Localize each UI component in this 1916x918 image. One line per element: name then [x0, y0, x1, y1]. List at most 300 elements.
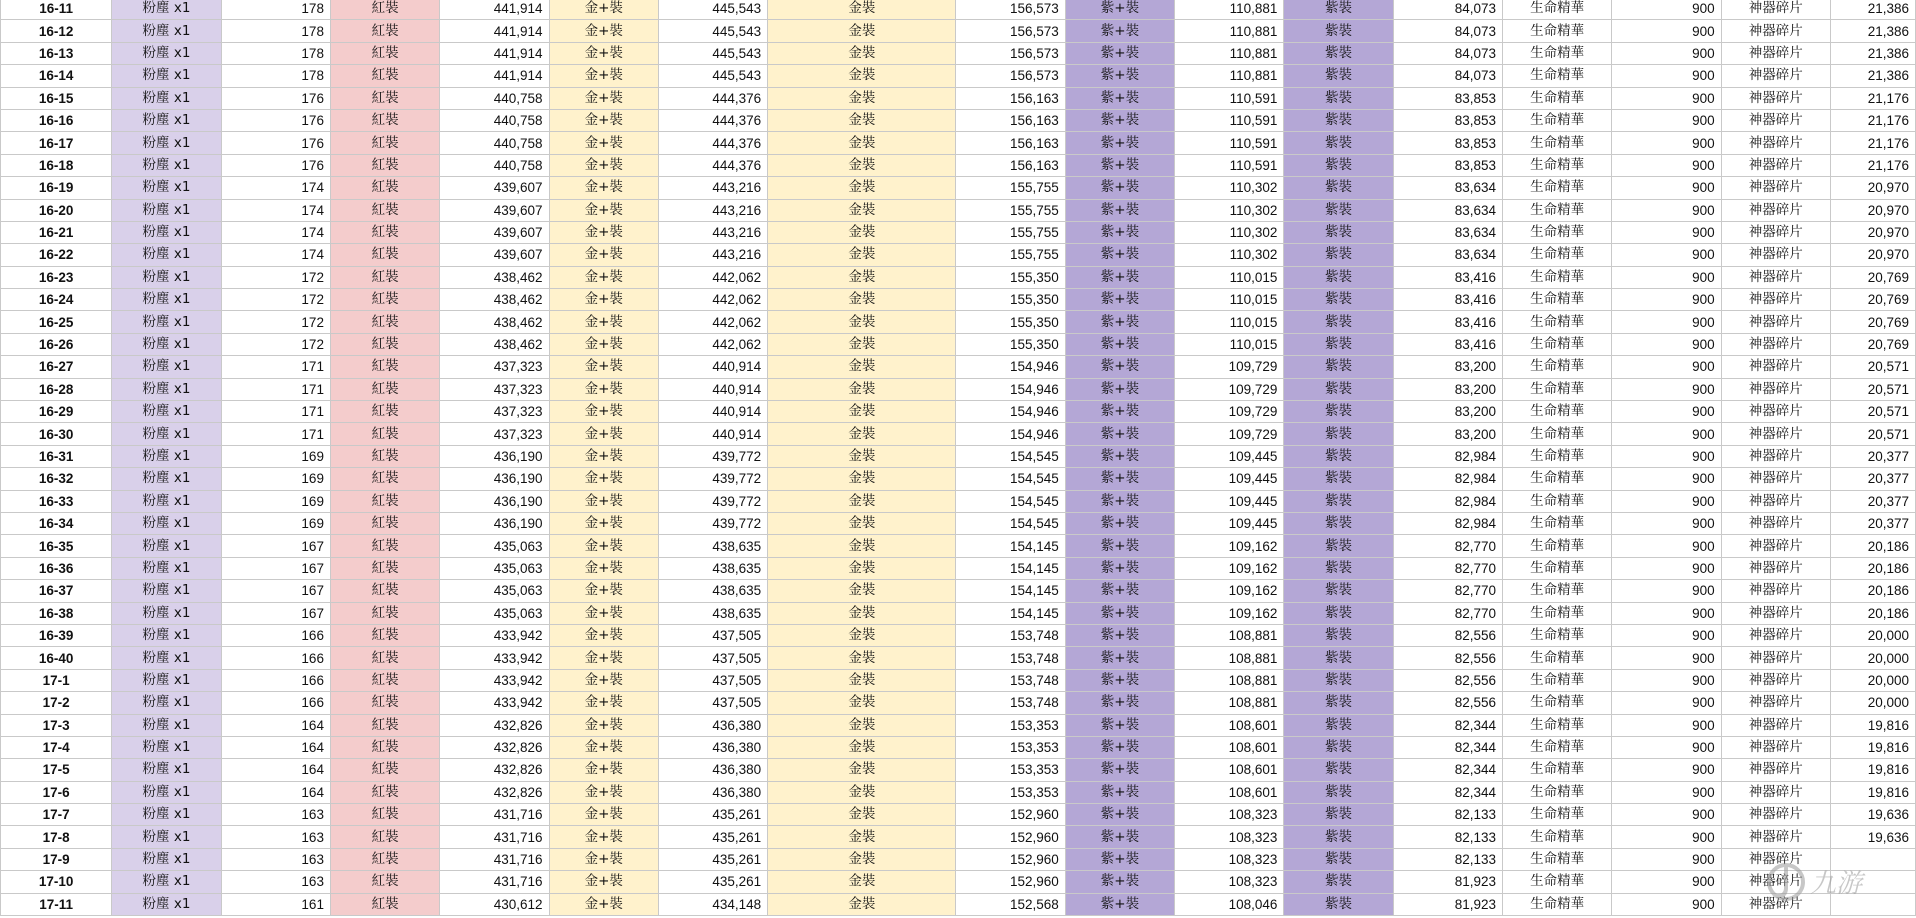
red-gear-cell[interactable]: 紅裝 — [330, 535, 439, 557]
value-cell[interactable]: 432,826 — [440, 781, 549, 803]
value-cell[interactable]: 153,353 — [956, 714, 1065, 736]
gold-gear-cell[interactable]: 金裝 — [768, 602, 956, 624]
life-essence-cell[interactable]: 生命精華 — [1503, 378, 1612, 400]
gold-plus-gear-cell[interactable]: 金+裝 — [549, 580, 658, 602]
stage-cell[interactable]: 16-39 — [1, 624, 112, 646]
life-essence-cell[interactable]: 生命精華 — [1503, 759, 1612, 781]
stage-cell[interactable]: 16-31 — [1, 445, 112, 467]
dust-reward-cell[interactable]: 粉塵 x1 — [112, 311, 221, 333]
value-cell[interactable]: 900 — [1612, 692, 1721, 714]
life-essence-cell[interactable]: 生命精華 — [1503, 804, 1612, 826]
value-cell[interactable]: 437,505 — [658, 669, 767, 691]
red-gear-cell[interactable]: 紅裝 — [330, 244, 439, 266]
gold-gear-cell[interactable]: 金裝 — [768, 893, 956, 915]
stage-cell[interactable]: 16-23 — [1, 266, 112, 288]
gold-plus-gear-cell[interactable]: 金+裝 — [549, 356, 658, 378]
value-cell[interactable]: 900 — [1612, 669, 1721, 691]
red-gear-cell[interactable]: 紅裝 — [330, 736, 439, 758]
dust-reward-cell[interactable]: 粉塵 x1 — [112, 669, 221, 691]
value-cell[interactable]: 435,261 — [658, 826, 767, 848]
gold-plus-gear-cell[interactable]: 金+裝 — [549, 535, 658, 557]
gold-plus-gear-cell[interactable]: 金+裝 — [549, 714, 658, 736]
purple-plus-gear-cell[interactable]: 紫+裝 — [1065, 826, 1174, 848]
artifact-shard-cell[interactable]: 神器碎片 — [1721, 804, 1830, 826]
value-cell[interactable]: 20,377 — [1830, 512, 1915, 534]
artifact-shard-cell[interactable]: 神器碎片 — [1721, 65, 1830, 87]
value-cell[interactable]: 439,607 — [440, 221, 549, 243]
gold-plus-gear-cell[interactable]: 金+裝 — [549, 42, 658, 64]
gold-gear-cell[interactable]: 金裝 — [768, 356, 956, 378]
gold-gear-cell[interactable]: 金裝 — [768, 624, 956, 646]
value-cell[interactable]: 440,914 — [658, 401, 767, 423]
artifact-shard-cell[interactable]: 神器碎片 — [1721, 714, 1830, 736]
value-cell[interactable]: 108,601 — [1175, 781, 1284, 803]
value-cell[interactable]: 443,216 — [658, 221, 767, 243]
value-cell[interactable]: 174 — [221, 177, 330, 199]
gold-plus-gear-cell[interactable]: 金+裝 — [549, 266, 658, 288]
value-cell[interactable]: 108,881 — [1175, 669, 1284, 691]
red-gear-cell[interactable]: 紅裝 — [330, 356, 439, 378]
value-cell[interactable]: 900 — [1612, 624, 1721, 646]
gold-gear-cell[interactable]: 金裝 — [768, 468, 956, 490]
purple-plus-gear-cell[interactable]: 紫+裝 — [1065, 580, 1174, 602]
value-cell[interactable]: 439,772 — [658, 490, 767, 512]
dust-reward-cell[interactable]: 粉塵 x1 — [112, 468, 221, 490]
dust-reward-cell[interactable]: 粉塵 x1 — [112, 490, 221, 512]
life-essence-cell[interactable]: 生命精華 — [1503, 423, 1612, 445]
life-essence-cell[interactable]: 生命精華 — [1503, 109, 1612, 131]
value-cell[interactable]: 108,601 — [1175, 714, 1284, 736]
value-cell[interactable]: 900 — [1612, 244, 1721, 266]
stage-cell[interactable]: 16-27 — [1, 356, 112, 378]
value-cell[interactable]: 900 — [1612, 177, 1721, 199]
life-essence-cell[interactable]: 生命精華 — [1503, 871, 1612, 893]
value-cell[interactable]: 84,073 — [1393, 0, 1502, 20]
value-cell[interactable]: 156,163 — [956, 109, 1065, 131]
red-gear-cell[interactable]: 紅裝 — [330, 580, 439, 602]
life-essence-cell[interactable]: 生命精華 — [1503, 490, 1612, 512]
value-cell[interactable]: 434,148 — [658, 893, 767, 915]
value-cell[interactable]: 156,573 — [956, 42, 1065, 64]
purple-plus-gear-cell[interactable]: 紫+裝 — [1065, 468, 1174, 490]
gold-plus-gear-cell[interactable]: 金+裝 — [549, 378, 658, 400]
purple-gear-cell[interactable]: 紫裝 — [1284, 736, 1393, 758]
stage-cell[interactable]: 16-12 — [1, 20, 112, 42]
value-cell[interactable]: 108,323 — [1175, 871, 1284, 893]
value-cell[interactable]: 156,573 — [956, 65, 1065, 87]
artifact-shard-cell[interactable]: 神器碎片 — [1721, 736, 1830, 758]
value-cell[interactable]: 110,591 — [1175, 87, 1284, 109]
purple-plus-gear-cell[interactable]: 紫+裝 — [1065, 423, 1174, 445]
purple-gear-cell[interactable]: 紫裝 — [1284, 714, 1393, 736]
value-cell[interactable]: 178 — [221, 0, 330, 20]
value-cell[interactable]: 440,758 — [440, 109, 549, 131]
life-essence-cell[interactable]: 生命精華 — [1503, 781, 1612, 803]
value-cell[interactable]: 156,163 — [956, 87, 1065, 109]
value-cell[interactable]: 156,163 — [956, 154, 1065, 176]
value-cell[interactable]: 440,758 — [440, 154, 549, 176]
dust-reward-cell[interactable]: 粉塵 x1 — [112, 65, 221, 87]
purple-plus-gear-cell[interactable]: 紫+裝 — [1065, 490, 1174, 512]
value-cell[interactable]: 154,946 — [956, 378, 1065, 400]
stage-cell[interactable]: 17-7 — [1, 804, 112, 826]
value-cell[interactable]: 442,062 — [658, 311, 767, 333]
value-cell[interactable]: 19,816 — [1830, 781, 1915, 803]
value-cell[interactable]: 436,190 — [440, 512, 549, 534]
red-gear-cell[interactable]: 紅裝 — [330, 401, 439, 423]
stage-cell[interactable]: 16-22 — [1, 244, 112, 266]
value-cell[interactable]: 21,176 — [1830, 154, 1915, 176]
value-cell[interactable]: 433,942 — [440, 692, 549, 714]
gold-gear-cell[interactable]: 金裝 — [768, 759, 956, 781]
value-cell[interactable]: 900 — [1612, 87, 1721, 109]
value-cell[interactable]: 20,186 — [1830, 557, 1915, 579]
red-gear-cell[interactable]: 紅裝 — [330, 669, 439, 691]
value-cell[interactable]: 154,145 — [956, 557, 1065, 579]
value-cell[interactable]: 442,062 — [658, 333, 767, 355]
life-essence-cell[interactable]: 生命精華 — [1503, 468, 1612, 490]
stage-cell[interactable]: 17-1 — [1, 669, 112, 691]
purple-plus-gear-cell[interactable]: 紫+裝 — [1065, 669, 1174, 691]
value-cell[interactable]: 435,063 — [440, 580, 549, 602]
purple-plus-gear-cell[interactable]: 紫+裝 — [1065, 199, 1174, 221]
value-cell[interactable]: 153,748 — [956, 669, 1065, 691]
value-cell[interactable]: 153,748 — [956, 624, 1065, 646]
value-cell[interactable]: 442,062 — [658, 289, 767, 311]
value-cell[interactable]: 83,634 — [1393, 199, 1502, 221]
value-cell[interactable]: 108,323 — [1175, 826, 1284, 848]
value-cell[interactable]: 110,015 — [1175, 289, 1284, 311]
value-cell[interactable]: 432,826 — [440, 736, 549, 758]
gold-plus-gear-cell[interactable]: 金+裝 — [549, 468, 658, 490]
gold-plus-gear-cell[interactable]: 金+裝 — [549, 848, 658, 870]
gold-gear-cell[interactable]: 金裝 — [768, 781, 956, 803]
artifact-shard-cell[interactable]: 神器碎片 — [1721, 490, 1830, 512]
value-cell[interactable]: 154,545 — [956, 512, 1065, 534]
value-cell[interactable]: 178 — [221, 65, 330, 87]
value-cell[interactable]: 900 — [1612, 423, 1721, 445]
purple-gear-cell[interactable]: 紫裝 — [1284, 311, 1393, 333]
dust-reward-cell[interactable]: 粉塵 x1 — [112, 132, 221, 154]
red-gear-cell[interactable]: 紅裝 — [330, 266, 439, 288]
value-cell[interactable]: 21,386 — [1830, 65, 1915, 87]
purple-plus-gear-cell[interactable]: 紫+裝 — [1065, 20, 1174, 42]
red-gear-cell[interactable]: 紅裝 — [330, 87, 439, 109]
stage-cell[interactable]: 16-30 — [1, 423, 112, 445]
life-essence-cell[interactable]: 生命精華 — [1503, 266, 1612, 288]
purple-gear-cell[interactable]: 紫裝 — [1284, 490, 1393, 512]
artifact-shard-cell[interactable]: 神器碎片 — [1721, 781, 1830, 803]
value-cell[interactable]: 83,853 — [1393, 109, 1502, 131]
value-cell[interactable]: 20,186 — [1830, 580, 1915, 602]
value-cell[interactable]: 110,015 — [1175, 311, 1284, 333]
artifact-shard-cell[interactable]: 神器碎片 — [1721, 401, 1830, 423]
value-cell[interactable]: 439,607 — [440, 199, 549, 221]
gold-gear-cell[interactable]: 金裝 — [768, 266, 956, 288]
value-cell[interactable]: 152,960 — [956, 826, 1065, 848]
value-cell[interactable]: 445,543 — [658, 0, 767, 20]
value-cell[interactable]: 900 — [1612, 804, 1721, 826]
value-cell[interactable]: 433,942 — [440, 647, 549, 669]
purple-plus-gear-cell[interactable]: 紫+裝 — [1065, 311, 1174, 333]
gold-gear-cell[interactable]: 金裝 — [768, 647, 956, 669]
life-essence-cell[interactable]: 生命精華 — [1503, 535, 1612, 557]
artifact-shard-cell[interactable]: 神器碎片 — [1721, 109, 1830, 131]
value-cell[interactable]: 439,607 — [440, 244, 549, 266]
purple-plus-gear-cell[interactable]: 紫+裝 — [1065, 647, 1174, 669]
red-gear-cell[interactable]: 紅裝 — [330, 177, 439, 199]
value-cell[interactable]: 155,350 — [956, 289, 1065, 311]
dust-reward-cell[interactable]: 粉塵 x1 — [112, 647, 221, 669]
artifact-shard-cell[interactable]: 神器碎片 — [1721, 221, 1830, 243]
value-cell[interactable]: 900 — [1612, 401, 1721, 423]
value-cell[interactable]: 108,323 — [1175, 804, 1284, 826]
value-cell[interactable]: 110,881 — [1175, 65, 1284, 87]
value-cell[interactable]: 900 — [1612, 378, 1721, 400]
value-cell[interactable]: 82,770 — [1393, 535, 1502, 557]
value-cell[interactable]: 164 — [221, 736, 330, 758]
gold-gear-cell[interactable]: 金裝 — [768, 871, 956, 893]
value-cell[interactable]: 163 — [221, 871, 330, 893]
value-cell[interactable]: 110,302 — [1175, 177, 1284, 199]
value-cell[interactable]: 900 — [1612, 199, 1721, 221]
value-cell[interactable]: 438,462 — [440, 266, 549, 288]
red-gear-cell[interactable]: 紅裝 — [330, 20, 439, 42]
dust-reward-cell[interactable]: 粉塵 x1 — [112, 893, 221, 915]
purple-plus-gear-cell[interactable]: 紫+裝 — [1065, 445, 1174, 467]
value-cell[interactable]: 900 — [1612, 647, 1721, 669]
life-essence-cell[interactable]: 生命精華 — [1503, 154, 1612, 176]
artifact-shard-cell[interactable]: 神器碎片 — [1721, 266, 1830, 288]
stage-cell[interactable]: 17-3 — [1, 714, 112, 736]
value-cell[interactable]: 20,000 — [1830, 647, 1915, 669]
value-cell[interactable]: 20,000 — [1830, 692, 1915, 714]
red-gear-cell[interactable]: 紅裝 — [330, 512, 439, 534]
value-cell[interactable]: 20,377 — [1830, 445, 1915, 467]
artifact-shard-cell[interactable]: 神器碎片 — [1721, 826, 1830, 848]
value-cell[interactable]: 900 — [1612, 0, 1721, 20]
gold-gear-cell[interactable]: 金裝 — [768, 0, 956, 20]
gold-plus-gear-cell[interactable]: 金+裝 — [549, 557, 658, 579]
value-cell[interactable]: 110,302 — [1175, 221, 1284, 243]
value-cell[interactable]: 166 — [221, 669, 330, 691]
gold-plus-gear-cell[interactable]: 金+裝 — [549, 401, 658, 423]
gold-plus-gear-cell[interactable]: 金+裝 — [549, 445, 658, 467]
stage-cell[interactable]: 17-11 — [1, 893, 112, 915]
value-cell[interactable]: 108,881 — [1175, 647, 1284, 669]
life-essence-cell[interactable]: 生命精華 — [1503, 647, 1612, 669]
value-cell[interactable]: 438,635 — [658, 580, 767, 602]
purple-plus-gear-cell[interactable]: 紫+裝 — [1065, 759, 1174, 781]
value-cell[interactable]: 84,073 — [1393, 42, 1502, 64]
value-cell[interactable]: 166 — [221, 624, 330, 646]
value-cell[interactable]: 20,571 — [1830, 423, 1915, 445]
dust-reward-cell[interactable]: 粉塵 x1 — [112, 423, 221, 445]
value-cell[interactable]: 82,984 — [1393, 445, 1502, 467]
stage-cell[interactable]: 17-2 — [1, 692, 112, 714]
value-cell[interactable]: 178 — [221, 42, 330, 64]
value-cell[interactable]: 900 — [1612, 311, 1721, 333]
life-essence-cell[interactable]: 生命精華 — [1503, 289, 1612, 311]
value-cell[interactable]: 155,350 — [956, 266, 1065, 288]
dust-reward-cell[interactable]: 粉塵 x1 — [112, 289, 221, 311]
gold-plus-gear-cell[interactable]: 金+裝 — [549, 490, 658, 512]
value-cell[interactable]: 174 — [221, 244, 330, 266]
value-cell[interactable]: 20,377 — [1830, 468, 1915, 490]
value-cell[interactable]: 437,323 — [440, 401, 549, 423]
value-cell[interactable]: 108,881 — [1175, 692, 1284, 714]
gold-plus-gear-cell[interactable]: 金+裝 — [549, 87, 658, 109]
purple-plus-gear-cell[interactable]: 紫+裝 — [1065, 154, 1174, 176]
gold-plus-gear-cell[interactable]: 金+裝 — [549, 311, 658, 333]
gold-gear-cell[interactable]: 金裝 — [768, 177, 956, 199]
artifact-shard-cell[interactable]: 神器碎片 — [1721, 535, 1830, 557]
purple-gear-cell[interactable]: 紫裝 — [1284, 0, 1393, 20]
red-gear-cell[interactable]: 紅裝 — [330, 647, 439, 669]
stage-cell[interactable]: 16-20 — [1, 199, 112, 221]
artifact-shard-cell[interactable]: 神器碎片 — [1721, 333, 1830, 355]
value-cell[interactable]: 21,386 — [1830, 42, 1915, 64]
dust-reward-cell[interactable]: 粉塵 x1 — [112, 871, 221, 893]
life-essence-cell[interactable]: 生命精華 — [1503, 132, 1612, 154]
gold-plus-gear-cell[interactable]: 金+裝 — [549, 65, 658, 87]
purple-gear-cell[interactable]: 紫裝 — [1284, 356, 1393, 378]
value-cell[interactable]: 443,216 — [658, 244, 767, 266]
value-cell[interactable]: 108,601 — [1175, 759, 1284, 781]
value-cell[interactable]: 20,000 — [1830, 624, 1915, 646]
value-cell[interactable]: 900 — [1612, 468, 1721, 490]
value-cell[interactable]: 900 — [1612, 580, 1721, 602]
gold-plus-gear-cell[interactable]: 金+裝 — [549, 154, 658, 176]
artifact-shard-cell[interactable]: 神器碎片 — [1721, 647, 1830, 669]
purple-gear-cell[interactable]: 紫裝 — [1284, 177, 1393, 199]
purple-plus-gear-cell[interactable]: 紫+裝 — [1065, 557, 1174, 579]
gold-plus-gear-cell[interactable]: 金+裝 — [549, 669, 658, 691]
value-cell[interactable]: 900 — [1612, 266, 1721, 288]
stage-cell[interactable]: 16-29 — [1, 401, 112, 423]
red-gear-cell[interactable]: 紅裝 — [330, 468, 439, 490]
gold-gear-cell[interactable]: 金裝 — [768, 580, 956, 602]
value-cell[interactable]: 109,729 — [1175, 378, 1284, 400]
stage-cell[interactable]: 16-40 — [1, 647, 112, 669]
gold-gear-cell[interactable]: 金裝 — [768, 401, 956, 423]
gold-gear-cell[interactable]: 金裝 — [768, 333, 956, 355]
value-cell[interactable]: 172 — [221, 289, 330, 311]
value-cell[interactable]: 444,376 — [658, 154, 767, 176]
value-cell[interactable]: 109,729 — [1175, 356, 1284, 378]
value-cell[interactable]: 154,145 — [956, 602, 1065, 624]
value-cell[interactable]: 20,970 — [1830, 177, 1915, 199]
value-cell[interactable]: 83,853 — [1393, 154, 1502, 176]
value-cell[interactable]: 83,200 — [1393, 356, 1502, 378]
value-cell[interactable]: 82,984 — [1393, 468, 1502, 490]
value-cell[interactable]: 169 — [221, 512, 330, 534]
value-cell[interactable]: 433,942 — [440, 669, 549, 691]
value-cell[interactable]: 154,145 — [956, 580, 1065, 602]
red-gear-cell[interactable]: 紅裝 — [330, 692, 439, 714]
dust-reward-cell[interactable]: 粉塵 x1 — [112, 356, 221, 378]
value-cell[interactable]: 900 — [1612, 132, 1721, 154]
value-cell[interactable]: 110,591 — [1175, 132, 1284, 154]
value-cell[interactable]: 20,571 — [1830, 356, 1915, 378]
purple-gear-cell[interactable]: 紫裝 — [1284, 535, 1393, 557]
value-cell[interactable]: 109,729 — [1175, 423, 1284, 445]
gold-gear-cell[interactable]: 金裝 — [768, 199, 956, 221]
value-cell[interactable]: 82,344 — [1393, 736, 1502, 758]
value-cell[interactable]: 441,914 — [440, 20, 549, 42]
purple-plus-gear-cell[interactable]: 紫+裝 — [1065, 42, 1174, 64]
value-cell[interactable]: 900 — [1612, 512, 1721, 534]
dust-reward-cell[interactable]: 粉塵 x1 — [112, 804, 221, 826]
life-essence-cell[interactable]: 生命精華 — [1503, 848, 1612, 870]
value-cell[interactable]: 443,216 — [658, 177, 767, 199]
value-cell[interactable]: 900 — [1612, 871, 1721, 893]
value-cell[interactable]: 164 — [221, 759, 330, 781]
value-cell[interactable]: 440,758 — [440, 87, 549, 109]
artifact-shard-cell[interactable]: 神器碎片 — [1721, 0, 1830, 20]
gold-plus-gear-cell[interactable]: 金+裝 — [549, 624, 658, 646]
value-cell[interactable]: 21,386 — [1830, 20, 1915, 42]
life-essence-cell[interactable]: 生命精華 — [1503, 199, 1612, 221]
stage-cell[interactable]: 16-17 — [1, 132, 112, 154]
dust-reward-cell[interactable]: 粉塵 x1 — [112, 692, 221, 714]
value-cell[interactable]: 82,344 — [1393, 781, 1502, 803]
purple-plus-gear-cell[interactable]: 紫+裝 — [1065, 692, 1174, 714]
purple-gear-cell[interactable]: 紫裝 — [1284, 468, 1393, 490]
purple-gear-cell[interactable]: 紫裝 — [1284, 378, 1393, 400]
dust-reward-cell[interactable]: 粉塵 x1 — [112, 333, 221, 355]
value-cell[interactable]: 153,353 — [956, 759, 1065, 781]
stage-cell[interactable]: 16-14 — [1, 65, 112, 87]
value-cell[interactable]: 437,323 — [440, 378, 549, 400]
value-cell[interactable]: 438,635 — [658, 602, 767, 624]
gold-gear-cell[interactable]: 金裝 — [768, 490, 956, 512]
red-gear-cell[interactable]: 紅裝 — [330, 154, 439, 176]
gold-plus-gear-cell[interactable]: 金+裝 — [549, 602, 658, 624]
value-cell[interactable]: 431,716 — [440, 826, 549, 848]
value-cell[interactable]: 110,302 — [1175, 244, 1284, 266]
value-cell[interactable]: 19,816 — [1830, 736, 1915, 758]
value-cell[interactable]: 430,612 — [440, 893, 549, 915]
value-cell[interactable]: 161 — [221, 893, 330, 915]
stage-cell[interactable]: 16-35 — [1, 535, 112, 557]
purple-plus-gear-cell[interactable]: 紫+裝 — [1065, 512, 1174, 534]
value-cell[interactable]: 20,970 — [1830, 244, 1915, 266]
stage-cell[interactable]: 17-8 — [1, 826, 112, 848]
value-cell[interactable]: 900 — [1612, 759, 1721, 781]
purple-gear-cell[interactable]: 紫裝 — [1284, 647, 1393, 669]
gold-plus-gear-cell[interactable]: 金+裝 — [549, 109, 658, 131]
value-cell[interactable]: 445,543 — [658, 20, 767, 42]
value-cell[interactable]: 110,015 — [1175, 333, 1284, 355]
value-cell[interactable]: 431,716 — [440, 871, 549, 893]
value-cell[interactable]: 153,353 — [956, 781, 1065, 803]
value-cell[interactable]: 20,769 — [1830, 311, 1915, 333]
value-cell[interactable]: 900 — [1612, 714, 1721, 736]
value-cell[interactable]: 171 — [221, 378, 330, 400]
purple-plus-gear-cell[interactable]: 紫+裝 — [1065, 714, 1174, 736]
value-cell[interactable]: 438,462 — [440, 333, 549, 355]
value-cell[interactable]: 155,755 — [956, 199, 1065, 221]
purple-gear-cell[interactable]: 紫裝 — [1284, 221, 1393, 243]
gold-plus-gear-cell[interactable]: 金+裝 — [549, 736, 658, 758]
gold-gear-cell[interactable]: 金裝 — [768, 557, 956, 579]
purple-plus-gear-cell[interactable]: 紫+裝 — [1065, 736, 1174, 758]
purple-gear-cell[interactable]: 紫裝 — [1284, 266, 1393, 288]
value-cell[interactable]: 154,946 — [956, 401, 1065, 423]
gold-gear-cell[interactable]: 金裝 — [768, 692, 956, 714]
value-cell[interactable]: 109,445 — [1175, 468, 1284, 490]
